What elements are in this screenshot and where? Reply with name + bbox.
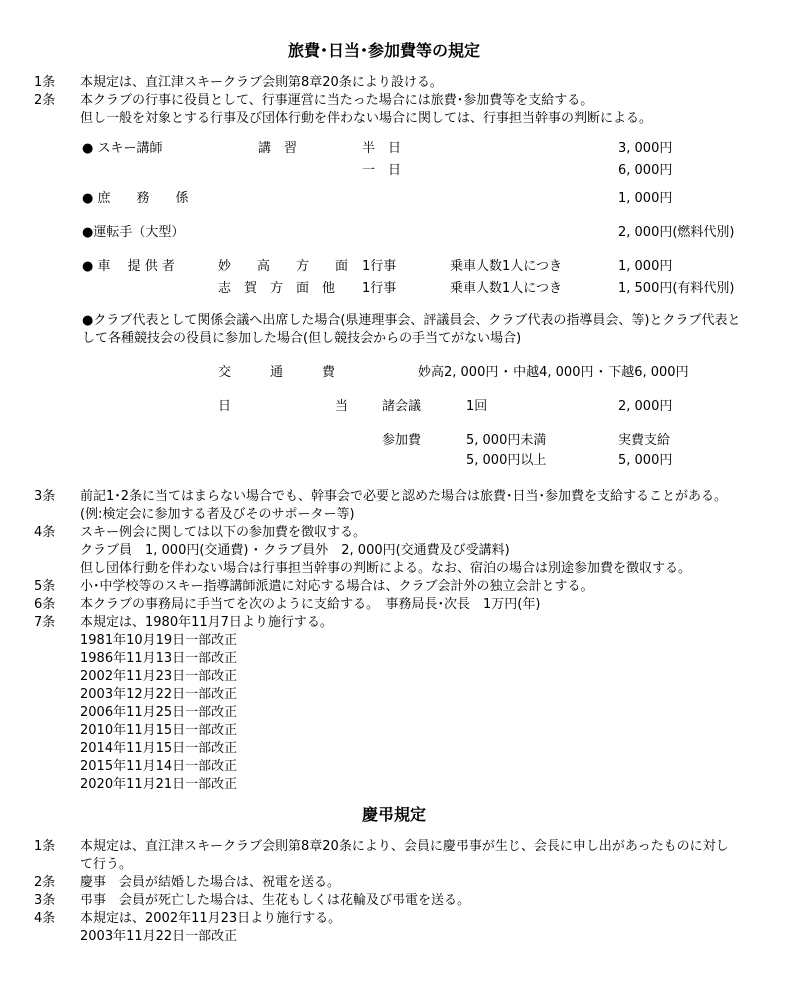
article-text: 小･中学校等のスキー指導講師派遣に対応する場合は、クラブ会計外の独立会計とする。 [80,579,594,594]
article-text: 本規定は、直江津スキークラブ会則第8章20条により、会員に慶弔事が生じ、会長に申し出があったものに対し [80,839,729,854]
article-text: 但し団体行動を伴わない場合は行事担当幹事の判断による。なお、宿泊の場合は別途参加費を徴収する。 [80,561,692,576]
half-day-label: 半 日 [362,141,402,156]
revision-date: 2002年11月23日一部改正 [80,669,238,684]
revision-date: 1986年11月13日一部改正 [80,651,238,666]
article-text: 慶事 会員が結婚した場合は、祝電を送る。 [80,875,341,890]
daily-allowance-label: 日 当 [218,399,349,414]
ski-instructor-type: 講 習 [258,141,298,156]
fee-condition: 5, 000円未満 [466,433,547,448]
ski-instructor-label: ● スキー講師 [82,141,163,156]
revision-date: 2020年11月21日一部改正 [80,777,238,792]
half-day-amount: 3, 000円 [618,141,673,156]
full-day-amount: 6, 000円 [618,163,673,178]
car-event: 1行事 [362,259,397,274]
article-text: 前記1･2条に当てはまらない場合でも、幹事会で必要と認めた場合は旅費･日当･参加費を支給することがある。 [80,489,728,504]
article-text: 本規定は、2002年11月23日より施行する。 [80,911,342,926]
article-number: 4条 [34,525,56,540]
article-number: 7条 [34,615,56,630]
section-title: 慶弔規定 [362,805,427,824]
revision-date: 1981年10月19日一部改正 [80,633,238,648]
car-area: 志 賀 方 面 他 [218,281,336,296]
participation-fee-label: 参加費 [382,433,422,448]
article-text: クラブ員 1, 000円(交通費) ･ クラブ員外 2, 000円(交通費及び受講料) [80,543,510,558]
revision-date: 2003年11月22日一部改正 [80,929,238,944]
full-day-label: 一 日 [362,163,402,178]
article-number: 2条 [34,875,56,890]
revision-date: 2003年12月22日一部改正 [80,687,238,702]
car-provider-label: ● 車 提 供 者 [82,259,175,274]
car-amount: 1, 500円(有料代別) [618,281,735,296]
revision-date: 2014年11月15日一部改正 [80,741,238,756]
article-text: スキー例会に関しては以下の参加費を徴収する。 [80,525,367,540]
article-text: (例:検定会に参加する者及びそのサポーター等) [80,507,355,522]
car-condition: 乗車人数1人につき [450,281,563,296]
article-number: 1条 [34,839,56,854]
representative-text: ●クラブ代表として関係会議へ出席した場合(県連理事会、評議員会、クラブ代表の指導員会、等)とクラブ代表と [82,313,741,328]
driver-label: ●運転手（大型） [82,225,185,240]
page-title: 旅費･日当･参加費等の規定 [288,41,481,60]
fee-amount: 5, 000円 [618,453,673,468]
article-number: 2条 [34,93,56,108]
general-affairs-label: ● 庶 務 係 [82,191,189,206]
representative-text: して各種競技会の役員に参加した場合(但し競技会からの手当てがない場合) [82,331,522,346]
article-text: 本規定は、1980年11月7日より施行する。 [80,615,333,630]
meeting-label: 諸会議 [382,399,422,414]
article-text: 本規定は、直江津スキークラブ会則第8章20条により設ける。 [80,75,443,90]
fee-condition: 5, 000円以上 [466,453,547,468]
car-event: 1行事 [362,281,397,296]
article-text: 本クラブの事務局に手当てを次のように支給する。 事務局長･次長 1万円(年) [80,597,541,612]
revision-date: 2006年11月25日一部改正 [80,705,238,720]
article-number: 3条 [34,489,56,504]
car-condition: 乗車人数1人につき [450,259,563,274]
article-number: 1条 [34,75,56,90]
article-text: 但し一般を対象とする行事及び団体行動を伴わない場合に関しては、行事担当幹事の判断による。 [80,111,653,126]
revision-date: 2015年11月14日一部改正 [80,759,238,774]
driver-amount: 2, 000円(燃料代別) [618,225,735,240]
article-text: て行う。 [80,857,133,872]
fee-amount: 実費支給 [618,433,671,448]
article-number: 4条 [34,911,56,926]
article-text: 弔事 会員が死亡した場合は、生花もしくは花輪及び弔電を送る。 [80,893,471,908]
article-number: 3条 [34,893,56,908]
article-number: 5条 [34,579,56,594]
article-text: 本クラブの行事に役員として、行事運営に当たった場合には旅費･参加費等を支給する。 [80,93,594,108]
travel-expense-amounts: 妙高2, 000円 ･ 中越4, 000円 ･ 下越6, 000円 [418,365,689,380]
general-affairs-amount: 1, 000円 [618,191,673,206]
car-amount: 1, 000円 [618,259,673,274]
travel-expense-label: 交 通 費 [218,365,336,380]
revision-date: 2010年11月15日一部改正 [80,723,238,738]
meeting-amount: 2, 000円 [618,399,673,414]
article-number: 6条 [34,597,56,612]
meeting-times: 1回 [466,399,488,414]
car-area: 妙 高 方 面 [218,259,349,274]
